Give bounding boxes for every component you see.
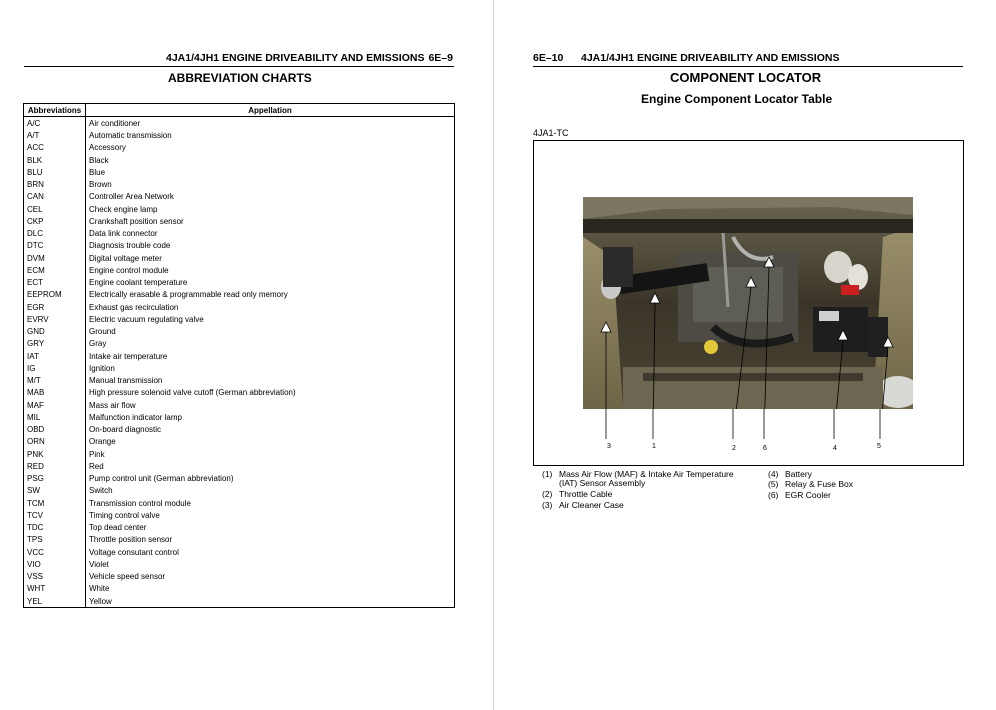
right-page-header — [533, 52, 963, 67]
appellation-cell: Check engine lamp — [86, 203, 455, 215]
appellation-cell: Diagnosis trouble code — [86, 240, 455, 252]
appellation-cell: Vehicle speed sensor — [86, 571, 455, 583]
abbreviation-cell: PNK — [24, 448, 86, 460]
abbreviation-cell: IAT — [24, 350, 86, 362]
abbreviation-cell: EVRV — [24, 313, 86, 325]
table-row — [24, 203, 455, 215]
table-row — [24, 375, 455, 387]
table-row — [24, 546, 455, 558]
legend-text-5: Relay & Fuse Box — [785, 479, 854, 489]
abbreviation-cell: RED — [24, 460, 86, 472]
table-row — [24, 326, 455, 338]
abbreviation-cell: CEL — [24, 203, 86, 215]
legend-text-1: Mass Air Flow (MAF) & Intake Air Temperature — [559, 469, 734, 479]
table-row — [24, 436, 455, 448]
legend-num-6: (6) — [768, 490, 779, 500]
legend-left — [542, 469, 762, 514]
appellation-cell: High pressure solenoid valve cutoff (German abbreviation) — [86, 387, 455, 399]
callout-3: 3 — [607, 443, 611, 450]
table-row — [24, 497, 455, 509]
appellation-cell: Malfunction indicator lamp — [86, 411, 455, 423]
appellation-cell: Switch — [86, 485, 455, 497]
left-page-header — [24, 52, 454, 67]
legend-right — [768, 469, 918, 504]
table-row — [24, 460, 455, 472]
abbreviation-table — [23, 103, 455, 608]
table-row — [24, 289, 455, 301]
appellation-cell: Red — [86, 460, 455, 472]
abbreviation-cell: MAF — [24, 399, 86, 411]
table-row — [24, 313, 455, 325]
table-row — [24, 558, 455, 570]
abbreviation-cell: ECT — [24, 277, 86, 289]
table-row — [24, 277, 455, 289]
appellation-cell: Voltage consutant control — [86, 546, 455, 558]
abbreviation-cell: ORN — [24, 436, 86, 448]
appellation-cell: Crankshaft position sensor — [86, 215, 455, 227]
abbreviation-cell: VSS — [24, 571, 86, 583]
table-row — [24, 583, 455, 595]
legend-text-2: Throttle Cable — [559, 489, 613, 499]
table-row — [24, 424, 455, 436]
appellation-cell: Engine control module — [86, 264, 455, 276]
appellation-cell: Automatic transmission — [86, 130, 455, 142]
callout-4: 4 — [833, 445, 837, 452]
appellation-cell: Air conditioner — [86, 117, 455, 130]
appellation-cell: Digital voltage meter — [86, 252, 455, 264]
abbreviation-cell: M/T — [24, 375, 86, 387]
appellation-cell: Throttle position sensor — [86, 534, 455, 546]
appellation-cell: Manual transmission — [86, 375, 455, 387]
legend-text-1b: (IAT) Sensor Assembly — [559, 478, 646, 488]
abbreviation-cell: A/C — [24, 117, 86, 130]
left-header-title: 4JA1/4JH1 ENGINE DRIVEABILITY AND EMISSIONS — [166, 52, 425, 64]
abbreviation-cell: ECM — [24, 264, 86, 276]
table-row — [24, 166, 455, 178]
appellation-cell: Orange — [86, 436, 455, 448]
table-row — [24, 301, 455, 313]
legend-num-5: (5) — [768, 479, 779, 489]
table-row — [24, 130, 455, 142]
table-row — [24, 142, 455, 154]
abbreviation-cell: PSG — [24, 473, 86, 485]
legend-num-4: (4) — [768, 469, 779, 479]
table-header-row — [24, 104, 455, 117]
table-row — [24, 571, 455, 583]
appellation-cell: Mass air flow — [86, 399, 455, 411]
legend-num-1: (1) — [542, 469, 553, 479]
table-row — [24, 154, 455, 166]
locator-table-subtitle: Engine Component Locator Table — [641, 92, 833, 106]
table-row — [24, 473, 455, 485]
appellation-cell: Data link connector — [86, 228, 455, 240]
abbreviation-cell: BRN — [24, 179, 86, 191]
right-page-number: 6E–10 — [533, 52, 564, 64]
appellation-cell: Top dead center — [86, 522, 455, 534]
appellation-cell: Yellow — [86, 595, 455, 608]
component-locator-title: COMPONENT LOCATOR — [670, 70, 822, 85]
abbreviation-cell: A/T — [24, 130, 86, 142]
appellation-cell: Electrically erasable & programmable read only memory — [86, 289, 455, 301]
abbreviation-cell: GND — [24, 326, 86, 338]
abbreviation-table-body — [24, 117, 455, 608]
table-row — [24, 522, 455, 534]
abbreviation-cell: GRY — [24, 338, 86, 350]
abbreviation-cell: OBD — [24, 424, 86, 436]
abbreviation-cell: VCC — [24, 546, 86, 558]
abbreviation-cell: DVM — [24, 252, 86, 264]
table-row — [24, 534, 455, 546]
legend-num-3: (3) — [542, 500, 553, 510]
abbreviation-cell: YEL — [24, 595, 86, 608]
table-row — [24, 350, 455, 362]
appellation-cell: Violet — [86, 558, 455, 570]
abbreviation-cell: ACC — [24, 142, 86, 154]
abbreviation-cell: CAN — [24, 191, 86, 203]
abbreviation-cell: TPS — [24, 534, 86, 546]
appellation-cell: Gray — [86, 338, 455, 350]
abbreviation-cell: BLU — [24, 166, 86, 178]
engine-model-label: 4JA1-TC — [533, 128, 569, 138]
abbreviation-cell: CKP — [24, 215, 86, 227]
appellation-cell: Pump control unit (German abbreviation) — [86, 473, 455, 485]
appellation-cell: Ignition — [86, 362, 455, 374]
abbreviation-cell: SW — [24, 485, 86, 497]
callout-5: 5 — [877, 443, 881, 450]
appellation-cell: Controller Area Network — [86, 191, 455, 203]
appellation-cell: Timing control valve — [86, 509, 455, 521]
callout-1: 1 — [652, 443, 656, 450]
table-row — [24, 485, 455, 497]
table-row — [24, 228, 455, 240]
column-header-appellation: Appellation — [86, 104, 455, 117]
abbreviation-cell: MIL — [24, 411, 86, 423]
abbreviation-cell: VIO — [24, 558, 86, 570]
abbreviation-cell: TCV — [24, 509, 86, 521]
abbreviation-cell: BLK — [24, 154, 86, 166]
legend-num-2: (2) — [542, 489, 553, 499]
left-page-number: 6E–9 — [428, 52, 453, 64]
callout-6: 6 — [763, 445, 767, 452]
leader-lines — [534, 141, 963, 465]
abbreviation-cell: EGR — [24, 301, 86, 313]
table-row — [24, 264, 455, 276]
table-row — [24, 595, 455, 608]
appellation-cell: Brown — [86, 179, 455, 191]
abbreviation-cell: DTC — [24, 240, 86, 252]
table-row — [24, 338, 455, 350]
abbreviation-cell: EEPROM — [24, 289, 86, 301]
abbreviation-cell: TDC — [24, 522, 86, 534]
component-figure — [533, 140, 964, 466]
table-row — [24, 362, 455, 374]
table-row — [24, 191, 455, 203]
abbreviation-cell: IG — [24, 362, 86, 374]
page-divider — [493, 0, 494, 710]
appellation-cell: Black — [86, 154, 455, 166]
legend-text-3: Air Cleaner Case — [559, 500, 624, 510]
table-row — [24, 448, 455, 460]
legend-text-6: EGR Cooler — [785, 490, 831, 500]
table-row — [24, 117, 455, 130]
abbreviation-cell: MAB — [24, 387, 86, 399]
abbreviation-cell: TCM — [24, 497, 86, 509]
appellation-cell: Electric vacuum regulating valve — [86, 313, 455, 325]
table-row — [24, 387, 455, 399]
appellation-cell: Pink — [86, 448, 455, 460]
table-row — [24, 240, 455, 252]
appellation-cell: On-board diagnostic — [86, 424, 455, 436]
appellation-cell: White — [86, 583, 455, 595]
appellation-cell: Engine coolant temperature — [86, 277, 455, 289]
table-row — [24, 179, 455, 191]
abbreviation-cell: WHT — [24, 583, 86, 595]
appellation-cell: Transmission control module — [86, 497, 455, 509]
right-header-title: 4JA1/4JH1 ENGINE DRIVEABILITY AND EMISSIONS — [581, 52, 840, 64]
table-row — [24, 411, 455, 423]
appellation-cell: Blue — [86, 166, 455, 178]
table-row — [24, 509, 455, 521]
appellation-cell: Intake air temperature — [86, 350, 455, 362]
appellation-cell: Accessory — [86, 142, 455, 154]
legend-text-4: Battery — [785, 469, 812, 479]
table-row — [24, 399, 455, 411]
abbreviation-cell: DLC — [24, 228, 86, 240]
abbreviation-charts-title: ABBREVIATION CHARTS — [168, 71, 312, 85]
callout-2: 2 — [732, 445, 736, 452]
table-row — [24, 252, 455, 264]
appellation-cell: Exhaust gas recirculation — [86, 301, 455, 313]
table-row — [24, 215, 455, 227]
appellation-cell: Ground — [86, 326, 455, 338]
column-header-abbreviations: Abbreviations — [24, 104, 86, 117]
